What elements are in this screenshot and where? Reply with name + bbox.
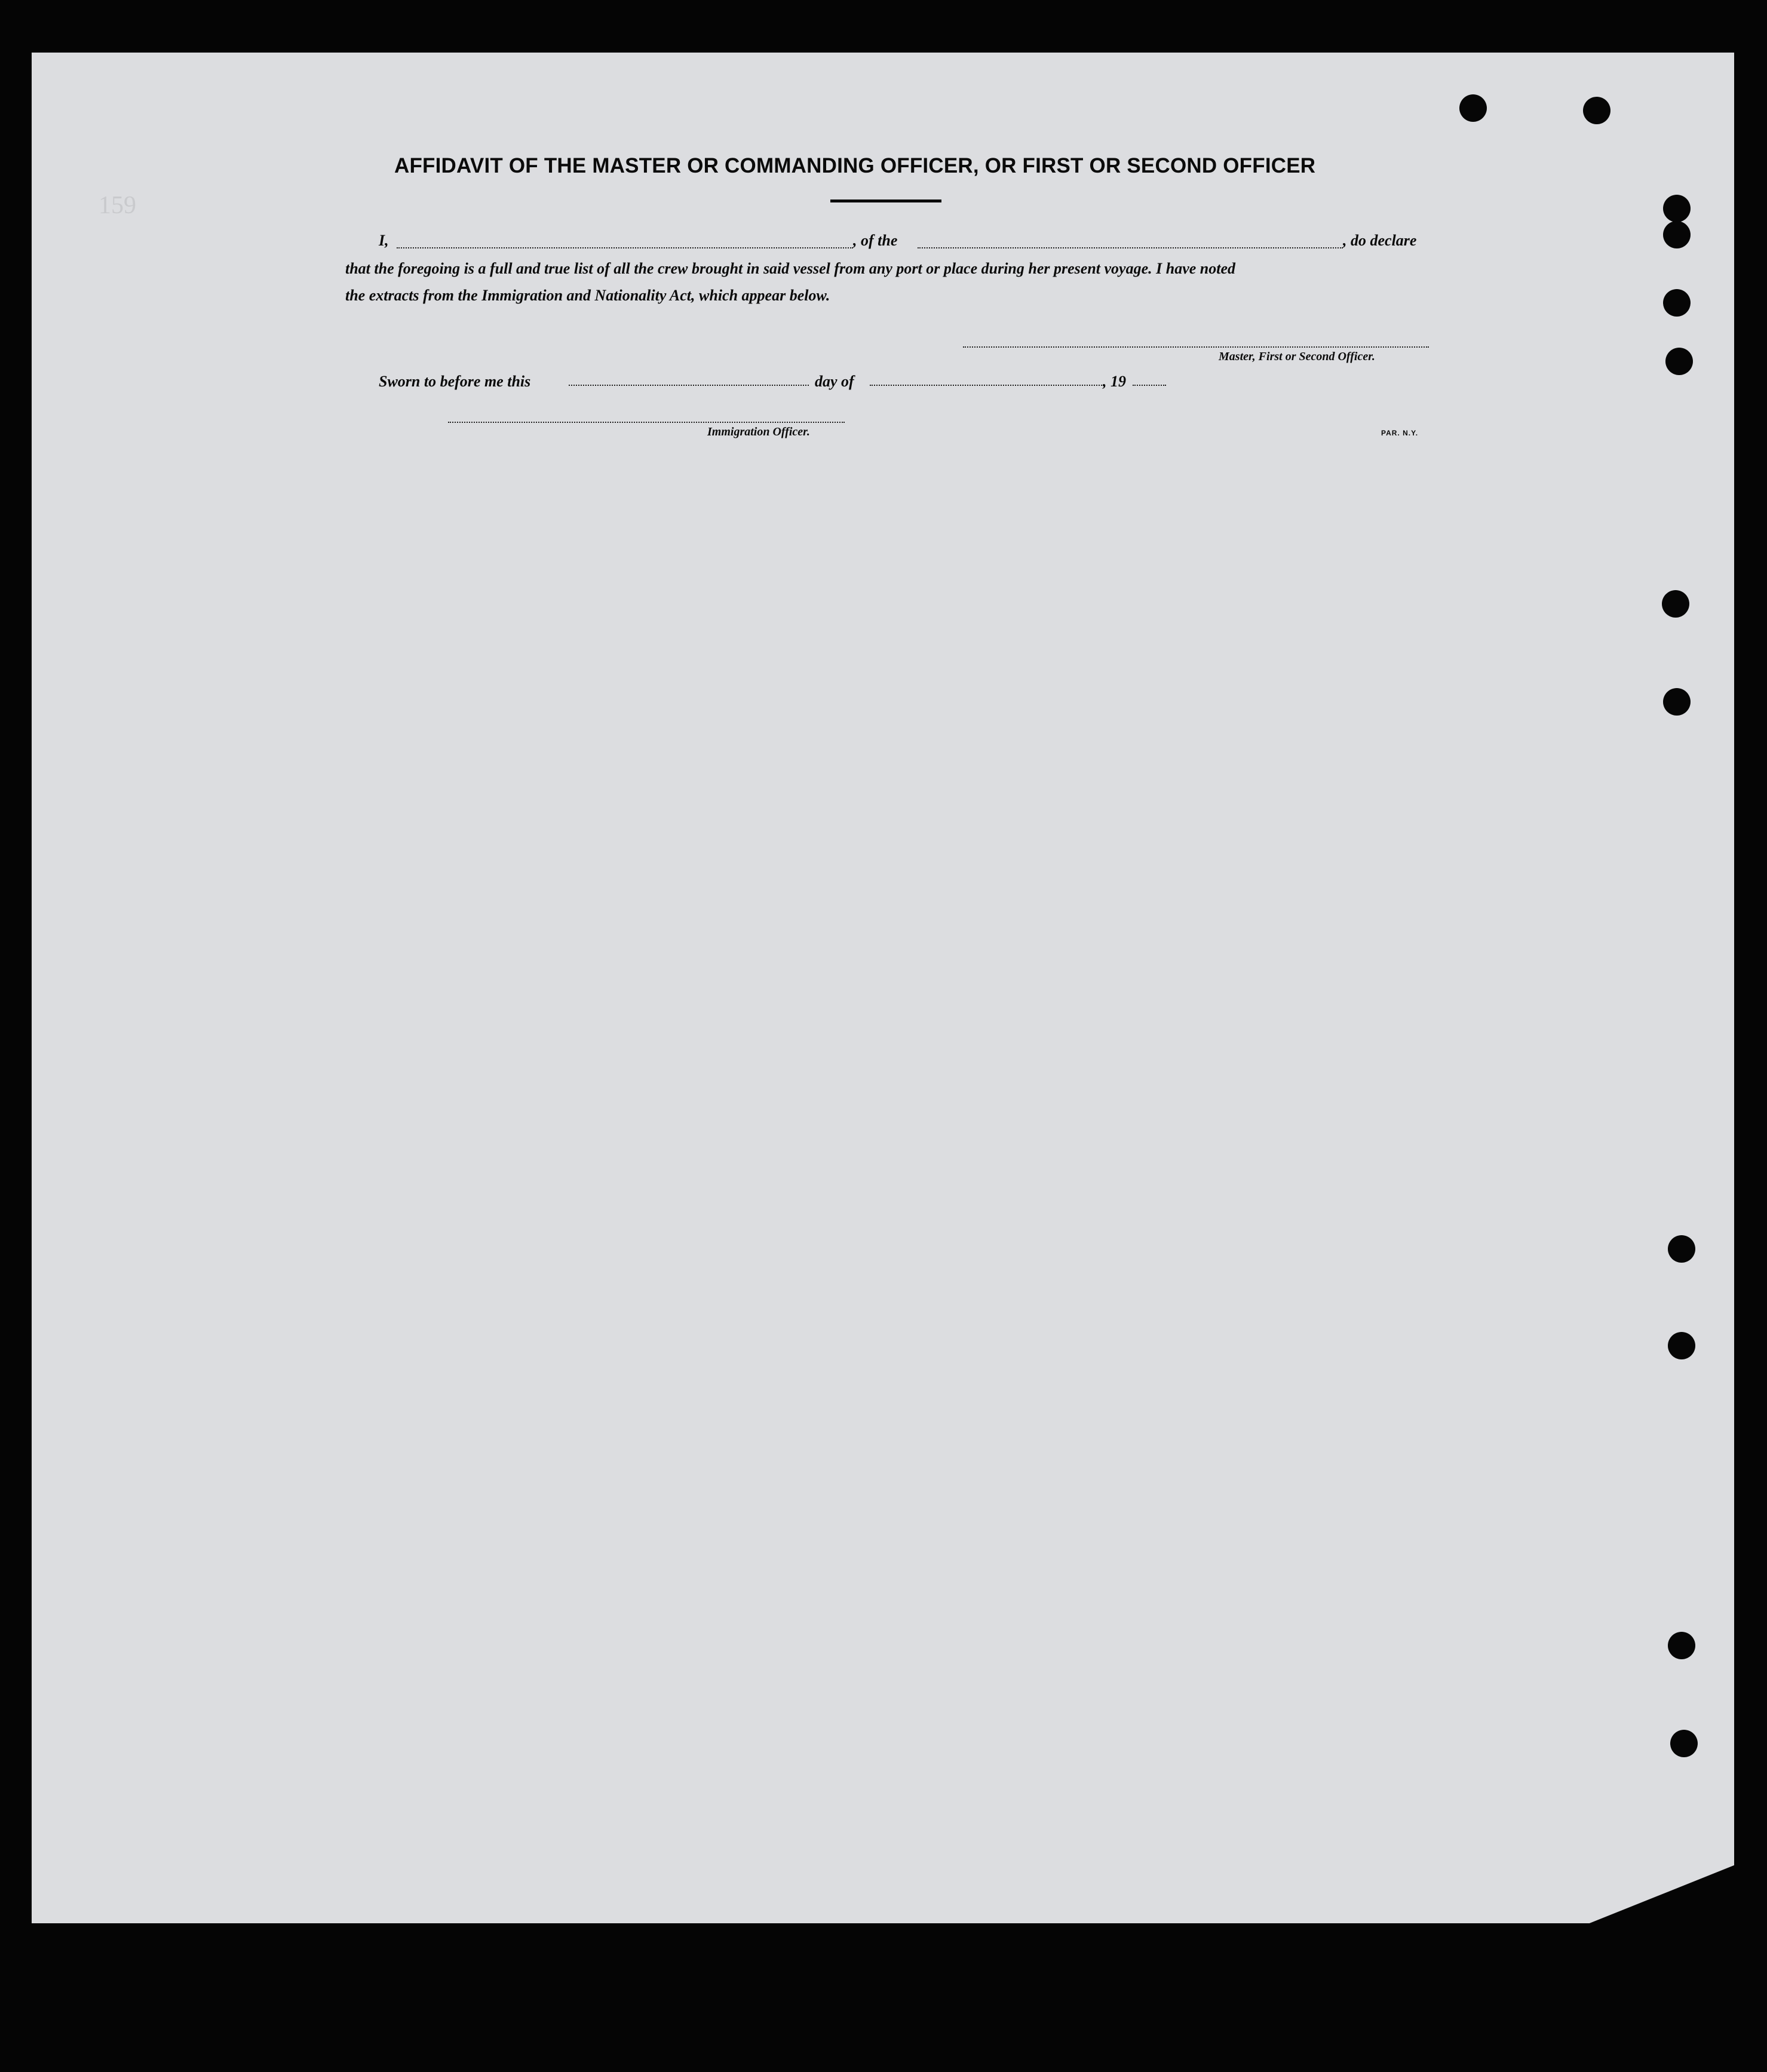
punch-hole <box>1459 94 1487 122</box>
punch-hole <box>1670 1730 1698 1757</box>
of-the-label: , of the <box>853 232 898 249</box>
immigration-officer-label: Immigration Officer. <box>707 425 810 438</box>
punch-hole <box>1668 1632 1695 1659</box>
sworn-prefix: Sworn to before me this <box>379 373 531 390</box>
master-signature-label: Master, First or Second Officer. <box>1219 350 1375 363</box>
vessel-name-field[interactable] <box>918 247 1343 248</box>
punch-hole <box>1663 688 1691 716</box>
declarant-prefix: I, <box>379 232 389 249</box>
punch-hole <box>1663 195 1691 222</box>
immigration-officer-signature-line[interactable] <box>448 422 845 423</box>
sworn-month-field[interactable] <box>870 385 1104 386</box>
title-underline <box>830 199 941 202</box>
sworn-date-field[interactable] <box>569 385 809 386</box>
punch-hole <box>1668 1235 1695 1263</box>
bleed-through-page-number: 159 <box>99 192 136 219</box>
do-declare-label: , do declare <box>1343 232 1417 249</box>
declaration-line-2: that the foregoing is a full and true list of all the crew brought in said vessel from any port or place during her present voyage. I have noted <box>345 260 1236 277</box>
punch-hole <box>1663 289 1691 317</box>
master-signature-line[interactable] <box>963 346 1429 348</box>
punch-hole <box>1668 1332 1695 1359</box>
year-prefix: , 19 <box>1103 373 1126 390</box>
punch-hole <box>1662 590 1689 618</box>
punch-hole <box>1665 348 1693 375</box>
declarant-name-field[interactable] <box>397 247 853 248</box>
declaration-line-3: the extracts from the Immigration and Nationality Act, which appear below. <box>345 287 830 304</box>
day-of-label: day of <box>815 373 854 390</box>
affidavit-title: AFFIDAVIT OF THE MASTER OR COMMANDING OFFICER, OR FIRST OR SECOND OFFICER <box>394 154 1316 177</box>
form-code: PAR. N.Y. <box>1381 429 1419 437</box>
sworn-year-field[interactable] <box>1133 385 1166 386</box>
document-page <box>32 53 1734 1923</box>
punch-hole <box>1583 97 1610 124</box>
punch-hole <box>1663 221 1691 248</box>
